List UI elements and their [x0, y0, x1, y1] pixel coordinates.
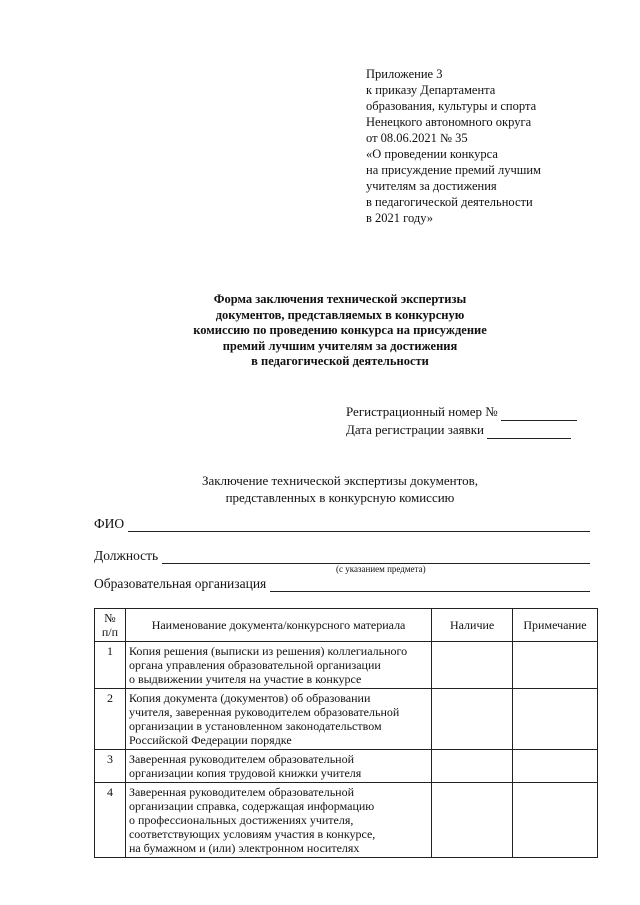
row-note-cell[interactable]	[513, 642, 598, 689]
position-hint: (с указанием предмета)	[336, 564, 426, 574]
organization-field	[94, 576, 590, 592]
appendix-line: от 08.06.2021 № 35	[366, 131, 468, 145]
row-text-line: о профессиональных достижениях учителя,	[128, 813, 354, 827]
registration-date-row	[346, 421, 596, 439]
appendix-line: в педагогической деятельности	[366, 195, 533, 209]
form-title-line: комиссию по проведению конкурса на присуждение	[193, 323, 487, 337]
row-text-line: соответствующих условиям участия в конкурсе,	[128, 827, 376, 841]
fio-blank[interactable]	[128, 519, 590, 532]
registration-date-label: Дата регистрации заявки	[346, 422, 485, 437]
registration-number-blank[interactable]	[501, 408, 577, 421]
row-document-name	[125, 783, 431, 858]
conclusion-heading	[150, 472, 530, 506]
table-row	[95, 750, 598, 783]
row-number: 2	[95, 689, 126, 750]
row-text-line: Заверенная руководителем образовательной	[128, 752, 355, 766]
registration-date-blank[interactable]	[487, 426, 571, 439]
row-text-line: учителя, заверенная руководителем образовательной	[128, 705, 400, 719]
row-presence-cell[interactable]	[432, 642, 513, 689]
row-document-name	[125, 750, 431, 783]
organization-blank[interactable]	[270, 579, 590, 592]
row-text-line: на бумажном и (или) электронном носителях	[128, 841, 360, 855]
table-row	[95, 642, 598, 689]
row-note-cell[interactable]	[513, 689, 598, 750]
registration-number-label: Регистрационный номер №	[346, 404, 498, 419]
row-presence-cell[interactable]	[432, 689, 513, 750]
row-number: 4	[95, 783, 126, 858]
row-text-line: Копия решения (выписки из решения) коллегиального	[128, 644, 408, 658]
row-note-cell[interactable]	[513, 750, 598, 783]
row-text-line: организации справка, содержащая информацию	[128, 799, 375, 813]
form-title-line: Форма заключения технической экспертизы	[213, 292, 467, 306]
appendix-line: на присуждение премий лучшим	[366, 163, 541, 177]
header-presence: Наличие	[432, 609, 513, 642]
registration-number-row	[346, 403, 596, 421]
appendix-line: «О проведении конкурса	[366, 147, 498, 161]
table-row	[95, 689, 598, 750]
row-text-line: организации в установленном законодательством	[128, 719, 382, 733]
appendix-line: в 2021 году»	[366, 211, 434, 225]
form-title-line: премий лучшим учителям за достижения	[222, 338, 458, 353]
appendix-line: Приложение 3	[366, 67, 443, 81]
row-number: 1	[95, 642, 126, 689]
row-text-line: Копия документа (документов) об образовании	[128, 691, 371, 705]
form-title	[150, 292, 530, 370]
row-text-line: о выдвижении учителя на участие в конкурсе	[128, 672, 362, 686]
header-num: № п/п	[95, 609, 126, 642]
documents-table	[94, 608, 598, 858]
appendix-reference	[366, 66, 626, 226]
appendix-line: учителям за достижения	[366, 179, 497, 193]
fio-field	[94, 516, 590, 532]
conclusion-line: представленных в конкурсную комиссию	[225, 490, 455, 505]
row-document-name	[125, 689, 431, 750]
registration-block	[346, 403, 596, 439]
organization-label: Образовательная организация	[94, 576, 267, 591]
table-header-row	[95, 609, 598, 642]
row-text-line: организации копия трудовой книжки учителя	[128, 766, 362, 780]
form-title-line: документов, представляемых в конкурсную	[215, 307, 465, 322]
row-number: 3	[95, 750, 126, 783]
appendix-line: к приказу Департамента	[366, 83, 496, 97]
conclusion-line: Заключение технической экспертизы документов,	[201, 473, 479, 488]
row-note-cell[interactable]	[513, 783, 598, 858]
header-note: Примечание	[513, 609, 598, 642]
row-text-line: Заверенная руководителем образовательной	[128, 785, 355, 799]
form-title-line: в педагогической деятельности	[251, 354, 429, 368]
row-text-line: органа управления образовательной организации	[128, 658, 381, 672]
appendix-line: Ненецкого автономного округа	[366, 115, 532, 129]
row-presence-cell[interactable]	[432, 750, 513, 783]
row-text-line: Российской Федерации порядке	[128, 733, 292, 747]
appendix-line: образования, культуры и спорта	[366, 99, 537, 113]
row-presence-cell[interactable]	[432, 783, 513, 858]
header-name: Наименование документа/конкурсного материала	[125, 609, 431, 642]
position-field	[94, 548, 590, 564]
position-blank[interactable]	[162, 551, 590, 564]
fio-label: ФИО	[94, 516, 125, 531]
table-row	[95, 783, 598, 858]
row-document-name	[125, 642, 431, 689]
position-label: Должность	[94, 548, 159, 563]
